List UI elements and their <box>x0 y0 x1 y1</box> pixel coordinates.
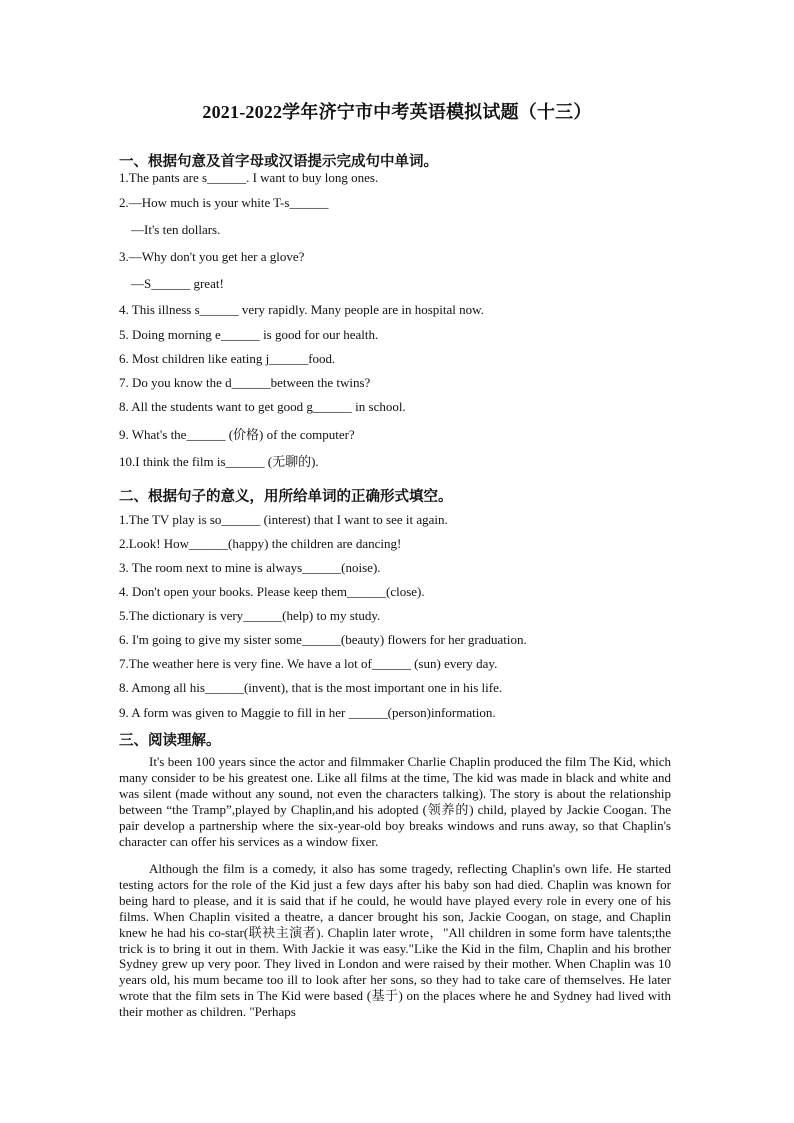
s2-item-8: 8. Among all his______(invent), that is the most important one in his life. <box>119 680 503 695</box>
s1-item-8: 8. All the students want to get good g______ in school. <box>119 399 406 414</box>
s1-item-9: 9. What's the______ (价格) of the computer? <box>119 427 355 442</box>
document-title: 2021-2022学年济宁市中考英语模拟试题（十三） <box>202 102 592 122</box>
reading-paragraph-1: It's been 100 years since the actor and filmmaker Charlie Chaplin produced the film The Kid, which many consider to be his greatest one. Like all films at the time, The kid was made in black and white and was silent (made without any sound, not even the characters talking). The story is about the relationship between “the Tramp”,played by Chaplin,and his adopted (领养的) child, played by Jackie Coogan. The pair develop a partnership where the six-year-old boy breaks windows and runs away, so that Chaplin's character can offer his services as a window fixer. <box>119 754 671 849</box>
s1-item-2: 2.—How much is your white T-s______ <box>119 195 329 210</box>
s1-item-1: 1.The pants are s______. I want to buy long ones. <box>119 170 379 185</box>
section1-heading: 一、根据句意及首字母或汉语提示完成句中单词。 <box>119 154 438 170</box>
s1-item-2-answer: —It's ten dollars. <box>131 222 221 237</box>
s2-item-2: 2.Look! How______(happy) the children are dancing! <box>119 536 402 551</box>
section3-heading: 三、阅读理解。 <box>119 733 221 749</box>
s1-item-4: 4. This illness s______ very rapidly. Many people are in hospital now. <box>119 302 484 317</box>
s2-item-9: 9. A form was given to Maggie to fill in her ______(person)information. <box>119 705 496 720</box>
s1-item-3: 3.—Why don't you get her a glove? <box>119 249 305 264</box>
s2-item-7: 7.The weather here is very fine. We have a lot of______ (sun) every day. <box>119 656 498 671</box>
s1-item-5: 5. Doing morning e______ is good for our health. <box>119 327 379 342</box>
s2-item-1: 1.The TV play is so______ (interest) that I want to see it again. <box>119 512 448 527</box>
reading-paragraph-2: Although the film is a comedy, it also has some tragedy, reflecting Chaplin's own life. He started testing actors for the role of the Kid just a few days after his baby son had died. Chaplin was known for being hard to please, and it is said that if he could, he would have played every role in every one of his films. When Chaplin visited a theatre, a dancer brought his son, Jackie Coogan, on stage, and Chaplin knew he had his co-star(联袂主演者). Chaplin later wrote，"All children in some form have talents;the trick is to bring it out in them. With Jackie it was easy."Like the Kid in the film, Chaplin and his brother Sydney grew up very poor. They lived in London and were raised by their mother. When Chaplin was 10 years old, his mum became too ill to look after her sons, so they had to take care of themselves. He later wrote that the film sets in The Kid were based (基于) on the places where he and Sydney had lived with their mother as children. "Perhaps <box>119 861 671 1020</box>
s2-item-5: 5.The dictionary is very______(help) to my study. <box>119 608 381 623</box>
s1-item-6: 6. Most children like eating j______food. <box>119 351 336 366</box>
s1-item-10: 10.I think the film is______ (无聊的). <box>119 454 319 469</box>
section2-heading: 二、根据句子的意义，用所给单词的正确形式填空。 <box>119 489 453 505</box>
s1-item-3-answer: —S______ great! <box>131 276 224 291</box>
s2-item-3: 3. The room next to mine is always______(noise). <box>119 560 381 575</box>
s2-item-6: 6. I'm going to give my sister some______(beauty) flowers for her graduation. <box>119 632 527 647</box>
s2-item-4: 4. Don't open your books. Please keep them______(close). <box>119 584 425 599</box>
s1-item-7: 7. Do you know the d______between the twins? <box>119 375 371 390</box>
